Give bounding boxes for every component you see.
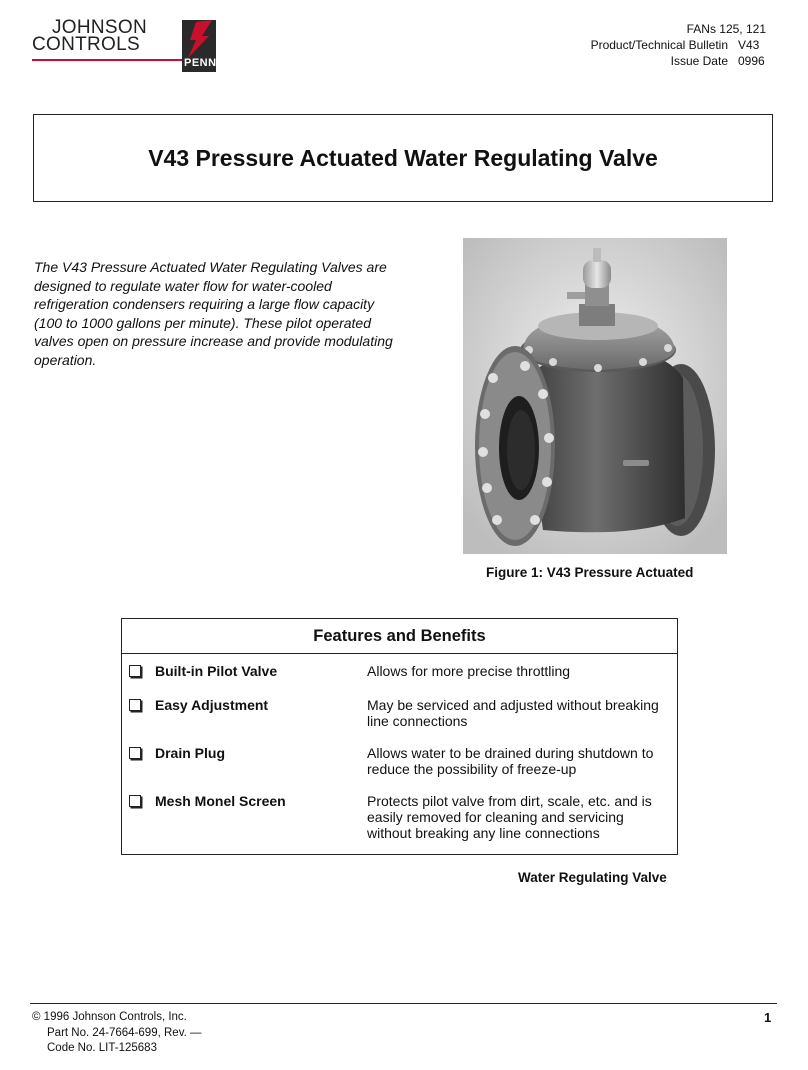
checkbox-bullet-icon [129,747,141,759]
feature-name: Easy Adjustment [155,697,269,713]
feature-description: Allows water to be drained during shutdown to reduce the possibility of freeze-up [367,745,654,777]
checkbox-bullet-icon [129,699,141,711]
feature-description: May be serviced and adjusted without breaking line connections [367,697,659,729]
penn-logo-text: PENN [184,57,217,69]
footer-rule [30,1003,777,1004]
feature-description: Protects pilot valve from dirt, scale, etc. and is easily removed for cleaning and servicing without breaking any line connections [367,793,652,841]
code-number: Code No. LIT-125683 [47,1042,157,1054]
footer-info [32,1010,201,1057]
checkbox-bullet-icon [129,795,141,807]
logo-johnson-text: JOHNSON [52,17,147,38]
title-box [33,114,773,202]
page-title: V43 Pressure Actuated Water Regulating Valve [148,144,658,171]
copyright-text: © 1996 Johnson Controls, Inc. [32,1011,187,1023]
page-number: 1 [764,1010,772,1025]
feature-name: Built-in Pilot Valve [155,663,278,679]
feature-description: Allows for more precise throttling [367,663,571,679]
intro-paragraph: The V43 Pressure Actuated Water Regulating Valves are designed to regulate water flow for water-cooled refrigeration condensers requiring a large flow capacity (100 to 1000 gallons per minute). These pilot operated valves open on pressure increase and provide modulating operation. [34,259,393,368]
logo-controls-text: CONTROLS [32,34,140,55]
valve-photo [463,238,727,554]
feature-name: Drain Plug [155,745,226,761]
features-heading: Features and Benefits [122,619,677,654]
issue-date-label: Issue Date [670,54,728,68]
bulletin-header [591,21,770,69]
checkbox-bullet-icon [129,665,141,677]
bulletin-label: Product/Technical Bulletin [590,38,728,52]
bulletin-value: V43 [738,38,760,52]
issue-date-value: 0996 [738,54,765,68]
feature-name: Mesh Monel Screen [155,793,286,809]
part-number: Part No. 24-7664-699, Rev. — [47,1026,202,1039]
caption-continuation: Water Regulating Valve [518,870,667,885]
logo-red-rule [32,59,182,61]
figure-caption: Figure 1: V43 Pressure Actuated [486,565,694,580]
features-table [121,618,678,855]
fans-number: FANs 125, 121 [686,22,766,36]
